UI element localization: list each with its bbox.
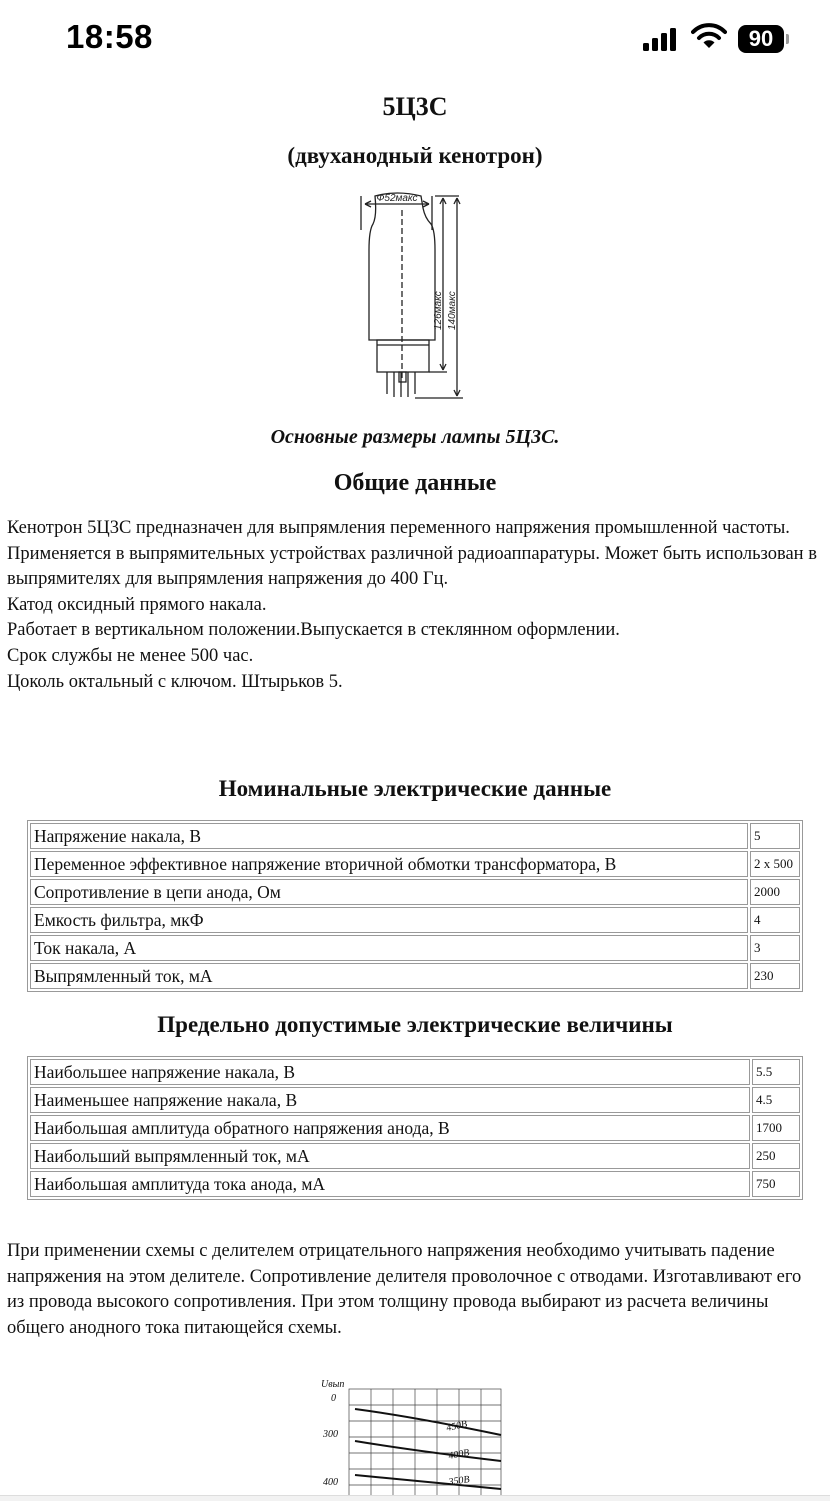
general-line: Катод оксидный прямого накала. bbox=[7, 594, 267, 615]
table-row bbox=[30, 907, 800, 933]
curve-label: 400В bbox=[447, 1447, 471, 1462]
general-text bbox=[7, 516, 822, 695]
browser-bottom-edge bbox=[0, 1495, 830, 1501]
row-value: 1700 bbox=[752, 1115, 800, 1141]
row-label: Емкость фильтра, мкФ bbox=[30, 907, 748, 933]
graph-y-tick: 400 bbox=[323, 1477, 338, 1488]
general-line: Цоколь октальный с ключом. Штырьков 5. bbox=[7, 671, 343, 692]
row-label: Наибольшая амплитуда обратного напряжения анода, В bbox=[30, 1115, 750, 1141]
page-subtitle: (двуханодный кенотрон) bbox=[287, 143, 543, 168]
row-value: 5 bbox=[750, 823, 800, 849]
general-line: Работает в вертикальном положении.Выпускается в стеклянном оформлении. bbox=[7, 620, 620, 641]
table-row bbox=[30, 1143, 800, 1169]
battery-cap bbox=[786, 34, 789, 44]
curve-label: 350В bbox=[447, 1474, 471, 1488]
row-label: Наибольший выпрямленный ток, мА bbox=[30, 1143, 750, 1169]
row-label: Ток накала, А bbox=[30, 935, 748, 961]
status-bar bbox=[0, 0, 830, 80]
table-row bbox=[30, 935, 800, 961]
section-heading-nominal: Номинальные электрические данные bbox=[218, 776, 612, 801]
graph-y-tick: 0 bbox=[331, 1393, 336, 1404]
graph-y-tick: 300 bbox=[323, 1429, 338, 1440]
graph-y-label: Uвып bbox=[321, 1379, 345, 1390]
note-text bbox=[7, 1239, 822, 1341]
note-line: При применении схемы с делителем отрицательного напряжения необходимо учитывать падение напряжения на этом делителе. Сопротивление делителя проволочное с отводами. Изготавливают его из провода высокого сопротивления. При этом толщину провода выбирают из расчета величины общего анодного тока питающейся схемы. bbox=[7, 1241, 802, 1338]
row-label: Сопротивление в цепи анода, Ом bbox=[30, 879, 748, 905]
row-label: Переменное эффективное напряжение вторичной обмотки трансформатора, В bbox=[30, 851, 748, 877]
curve-label: 450В bbox=[445, 1418, 469, 1434]
table-row bbox=[30, 879, 800, 905]
row-label: Наименьшее напряжение накала, В bbox=[30, 1087, 750, 1113]
voltage-graph bbox=[315, 1375, 515, 1495]
row-value: 4 bbox=[750, 907, 800, 933]
figure-caption: Основные размеры лампы 5Ц3С. bbox=[270, 426, 560, 448]
lamp-dimension-drawing bbox=[355, 190, 470, 410]
cellular-signal-icon bbox=[643, 27, 679, 51]
limits-table bbox=[27, 1056, 803, 1200]
row-value: 4.5 bbox=[752, 1087, 800, 1113]
height-140-label: 140макс bbox=[447, 291, 458, 330]
row-label: Наибольшее напряжение накала, В bbox=[30, 1059, 750, 1085]
general-line: Срок службы не менее 500 час. bbox=[7, 645, 254, 666]
general-line: Применяется в выпрямительных устройствах различной радиоаппаратуры. Может быть использован в выпрямителях для выпрямления напряжения до 400 Гц. bbox=[7, 543, 817, 590]
diameter-label: Ф52макс bbox=[376, 193, 418, 204]
table-row bbox=[30, 1115, 800, 1141]
general-line: Кенотрон 5Ц3С предназначен для выпрямления переменного напряжения промышленной частоты. bbox=[7, 518, 790, 538]
table-row bbox=[30, 851, 800, 877]
table-row bbox=[30, 823, 800, 849]
row-value: 2000 bbox=[750, 879, 800, 905]
row-value: 230 bbox=[750, 963, 800, 989]
table-row bbox=[30, 1059, 800, 1085]
table-row bbox=[30, 1087, 800, 1113]
row-value: 3 bbox=[750, 935, 800, 961]
row-value: 5.5 bbox=[752, 1059, 800, 1085]
section-heading-limits: Предельно допустимые электрические величины bbox=[157, 1012, 673, 1037]
wifi-icon bbox=[691, 22, 727, 50]
row-label: Наибольшая амплитуда тока анода, мА bbox=[30, 1171, 750, 1197]
row-label: Напряжение накала, В bbox=[30, 823, 748, 849]
row-value: 750 bbox=[752, 1171, 800, 1197]
table-row bbox=[30, 1171, 800, 1197]
section-heading-general: Общие данные bbox=[333, 470, 497, 496]
row-label: Выпрямленный ток, мА bbox=[30, 963, 748, 989]
nominal-table bbox=[27, 820, 803, 992]
table-row bbox=[30, 963, 800, 989]
row-value: 2 х 500 bbox=[750, 851, 800, 877]
height-126-label: 126макс bbox=[433, 291, 444, 330]
status-time: 18:58 bbox=[66, 18, 153, 55]
row-value: 250 bbox=[752, 1143, 800, 1169]
battery-icon: 90 bbox=[738, 25, 784, 53]
page-title: 5Ц3С bbox=[382, 92, 448, 121]
